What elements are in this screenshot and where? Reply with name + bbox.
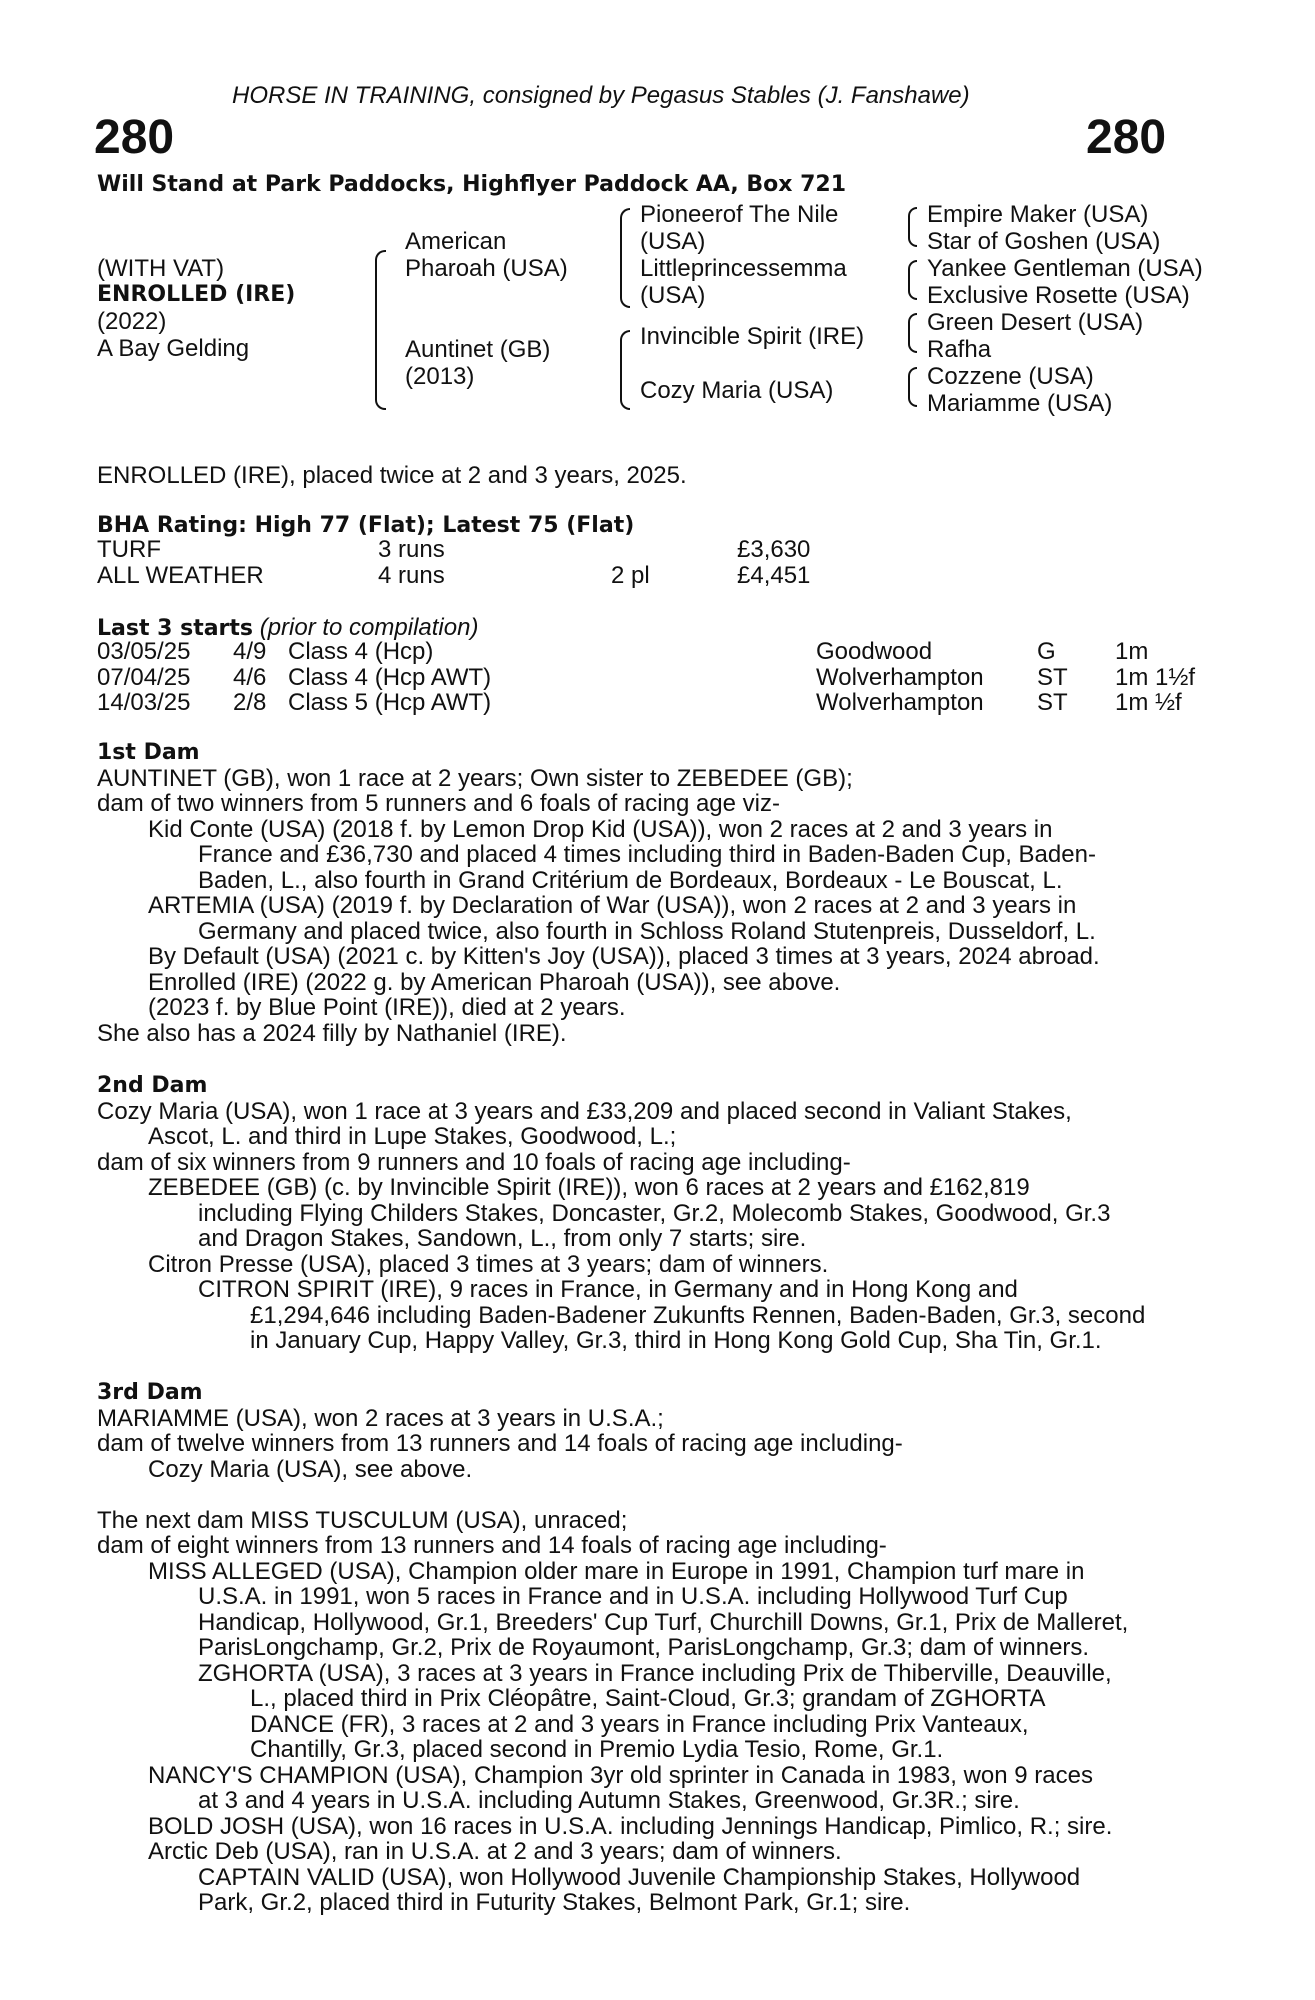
horse-description: A Bay Gelding (97, 335, 250, 362)
second-dam-line: CITRON SPIRIT (IRE), 9 races in France, in Germany and in Hong Kong and (198, 1276, 1018, 1303)
next-dam-line: dam of eight winners from 13 runners and 14 foals of racing age including- (97, 1532, 887, 1559)
rating-row-surface: TURF (97, 536, 161, 563)
pedigree-brace-sire (620, 208, 630, 308)
second-dam-line: including Flying Childers Stakes, Doncaster, Gr.2, Molecomb Stakes, Goodwood, Gr.3 (198, 1200, 1111, 1227)
start-distance: 1m ½f (1115, 689, 1182, 716)
pedigree-gen3-4: Exclusive Rosette (USA) (927, 282, 1190, 309)
first-dam-line: France and £36,730 and placed 4 times including third in Baden-Baden Cup, Baden- (198, 841, 1096, 868)
rating-row-placed: 2 pl (611, 562, 650, 589)
start-position: 2/8 (233, 689, 267, 716)
pedigree-gen3-5: Green Desert (USA) (927, 309, 1144, 336)
next-dam-line: CAPTAIN VALID (USA), won Hollywood Juvenile Championship Stakes, Hollywood (198, 1864, 1081, 1891)
start-race: Class 4 (Hcp) (288, 638, 434, 665)
third-dam-heading: 3rd Dam (97, 1380, 203, 1405)
pedigree-gen3-2: Star of Goshen (USA) (927, 228, 1161, 255)
rating-row-earnings: £4,451 (737, 562, 811, 589)
second-dam-line: dam of six winners from 9 runners and 10 foals of racing age including- (97, 1149, 851, 1176)
second-dam-line: Ascot, L. and third in Lupe Stakes, Goodwood, L.; (148, 1123, 677, 1150)
first-dam-line: dam of two winners from 5 runners and 6 foals of racing age viz- (97, 790, 780, 817)
first-dam-heading: 1st Dam (97, 740, 200, 765)
second-dam-line: £1,294,646 including Baden-Badener Zukunfts Rennen, Baden-Baden, Gr.3, second (250, 1302, 1146, 1329)
second-dam-line: ZEBEDEE (GB) (c. by Invincible Spirit (IRE)), won 6 races at 2 years and £162,819 (148, 1174, 1030, 1201)
next-dam-line: at 3 and 4 years in U.S.A. including Autumn Stakes, Greenwood, Gr.3R.; sire. (198, 1787, 1020, 1814)
pedigree-gen3-1: Empire Maker (USA) (927, 201, 1149, 228)
third-dam-line: dam of twelve winners from 13 runners and 14 foals of racing age including- (97, 1430, 903, 1457)
start-distance: 1m (1115, 638, 1149, 665)
race-summary: ENROLLED (IRE), placed twice at 2 and 3 years, 2025. (97, 462, 687, 489)
second-dam-heading: 2nd Dam (97, 1073, 208, 1098)
last-starts-heading: Last 3 starts (97, 616, 254, 641)
next-dam-line: The next dam MISS TUSCULUM (USA), unraced; (97, 1507, 628, 1534)
first-dam-line: Germany and placed twice, also fourth in Schloss Roland Stutenpreis, Dusseldorf, L. (198, 918, 1096, 945)
start-distance: 1m 1½f (1115, 664, 1196, 691)
second-dam-line: Citron Presse (USA), placed 3 times at 3 years; dam of winners. (148, 1251, 829, 1278)
next-dam-line: ZGHORTA (USA), 3 races at 3 years in France including Prix de Thiberville, Deauville, (198, 1660, 1112, 1687)
first-dam-line: ARTEMIA (USA) (2019 f. by Declaration of War (USA)), won 2 races at 2 and 3 years in (148, 892, 1077, 919)
next-dam-line: Handicap, Hollywood, Gr.1, Breeders' Cup Turf, Churchill Downs, Gr.1, Prix de Malleret, (198, 1609, 1129, 1636)
lot-number-right: 280 (1086, 111, 1167, 164)
horse-name: ENROLLED (IRE) (97, 282, 296, 307)
lot-number-left: 280 (94, 111, 175, 164)
first-dam-line: By Default (USA) (2021 c. by Kitten's Joy (USA)), placed 3 times at 3 years, 2024 abroad. (148, 943, 1100, 970)
start-course: Wolverhampton (816, 689, 984, 716)
pedigree-gen3-6: Rafha (927, 336, 992, 363)
third-dam-line: Cozy Maria (USA), see above. (148, 1456, 473, 1483)
pedigree-gen3-3: Yankee Gentleman (USA) (927, 255, 1203, 282)
first-dam-line: Enrolled (IRE) (2022 g. by American Pharoah (USA)), see above. (148, 969, 841, 996)
pedigree-sire-dam-2: (USA) (640, 282, 706, 309)
second-dam-line: Cozy Maria (USA), won 1 race at 3 years and £33,209 and placed second in Valiant Stakes, (97, 1098, 1072, 1125)
second-dam-line: and Dragon Stakes, Sandown, L., from only 7 starts; sire. (198, 1225, 807, 1252)
pedigree-brace-main (375, 250, 386, 410)
next-dam-line: DANCE (FR), 3 races at 2 and 3 years in France including Prix Vanteaux, (250, 1711, 1029, 1738)
pedigree-dam-2: (2013) (405, 363, 475, 390)
first-dam-line: She also has a 2024 filly by Nathaniel (IRE). (97, 1020, 567, 1047)
last-starts-note: (prior to compilation) (259, 614, 479, 641)
start-position: 4/6 (233, 664, 267, 691)
pedigree-brace-g3 (908, 313, 917, 353)
next-dam-line: U.S.A. in 1991, won 5 races in France and in U.S.A. including Hollywood Turf Cup (198, 1583, 1068, 1610)
pedigree-dam-sire: Invincible Spirit (IRE) (640, 323, 865, 350)
next-dam-line: Chantilly, Gr.3, placed second in Premio Lydia Tesio, Rome, Gr.1. (250, 1736, 944, 1763)
first-dam-line: Kid Conte (USA) (2018 f. by Lemon Drop Kid (USA)), won 2 races at 2 and 3 years in (148, 816, 1053, 843)
pedigree-dam-dam: Cozy Maria (USA) (640, 377, 834, 404)
pedigree-sire-1: American (405, 228, 507, 255)
start-course: Wolverhampton (816, 664, 984, 691)
pedigree-sire-sire-2: (USA) (640, 228, 706, 255)
next-dam-line: BOLD JOSH (USA), won 16 races in U.S.A. including Jennings Handicap, Pimlico, R.; sire. (148, 1813, 1113, 1840)
consignor-line: HORSE IN TRAINING, consigned by Pegasus Stables (J. Fanshawe) (232, 82, 970, 109)
pedigree-brace-dam (620, 330, 630, 410)
first-dam-line: AUNTINET (GB), won 1 race at 2 years; Own sister to ZEBEDEE (GB); (97, 765, 853, 792)
second-dam-line: in January Cup, Happy Valley, Gr.3, third in Hong Kong Gold Cup, Sha Tin, Gr.1. (250, 1327, 1102, 1354)
next-dam-line: MISS ALLEGED (USA), Champion older mare in Europe in 1991, Champion turf mare in (148, 1558, 1085, 1585)
start-going: G (1037, 638, 1056, 665)
start-race: Class 4 (Hcp AWT) (288, 664, 492, 691)
next-dam-line: Park, Gr.2, placed third in Futurity Stakes, Belmont Park, Gr.1; sire. (198, 1889, 911, 1916)
first-dam-line: (2023 f. by Blue Point (IRE)), died at 2 years. (148, 994, 626, 1021)
third-dam-line: MARIAMME (USA), won 2 races at 3 years in U.S.A.; (97, 1405, 664, 1432)
foaling-year: (2022) (97, 308, 167, 335)
next-dam-line: NANCY'S CHAMPION (USA), Champion 3yr old sprinter in Canada in 1983, won 9 races (148, 1762, 1093, 1789)
start-course: Goodwood (816, 638, 933, 665)
start-date: 03/05/25 (97, 638, 191, 665)
start-going: ST (1037, 689, 1068, 716)
pedigree-dam-1: Auntinet (GB) (405, 336, 551, 363)
bha-rating-heading: BHA Rating: High 77 (Flat); Latest 75 (Flat) (97, 513, 635, 538)
pedigree-brace-g2 (908, 260, 917, 300)
next-dam-line: ParisLongchamp, Gr.2, Prix de Royaumont, ParisLongchamp, Gr.3; dam of winners. (198, 1634, 1090, 1661)
vat-note: (WITH VAT) (97, 255, 225, 282)
next-dam-line: Arctic Deb (USA), ran in U.S.A. at 2 and 3 years; dam of winners. (148, 1838, 842, 1865)
pedigree-sire-sire-1: Pioneerof The Nile (640, 201, 839, 228)
rating-row-runs: 3 runs (378, 536, 445, 563)
start-position: 4/9 (233, 638, 267, 665)
pedigree-gen3-8: Mariamme (USA) (927, 390, 1113, 417)
start-date: 14/03/25 (97, 689, 191, 716)
stabling-location: Will Stand at Park Paddocks, Highflyer Paddock AA, Box 721 (97, 172, 847, 197)
pedigree-brace-g4 (908, 367, 917, 407)
start-date: 07/04/25 (97, 664, 191, 691)
pedigree-sire-dam-1: Littleprincessemma (640, 255, 847, 282)
pedigree-brace-g1 (908, 207, 917, 247)
start-going: ST (1037, 664, 1068, 691)
rating-row-runs: 4 runs (378, 562, 445, 589)
rating-row-earnings: £3,630 (737, 536, 811, 563)
next-dam-line: L., placed third in Prix Cléopâtre, Saint-Cloud, Gr.3; grandam of ZGHORTA (250, 1685, 1046, 1712)
pedigree-gen3-7: Cozzene (USA) (927, 363, 1094, 390)
first-dam-line: Baden, L., also fourth in Grand Critérium de Bordeaux, Bordeaux - Le Bouscat, L. (198, 867, 1063, 894)
rating-row-surface: ALL WEATHER (97, 562, 264, 589)
pedigree-sire-2: Pharoah (USA) (405, 255, 568, 282)
start-race: Class 5 (Hcp AWT) (288, 689, 492, 716)
